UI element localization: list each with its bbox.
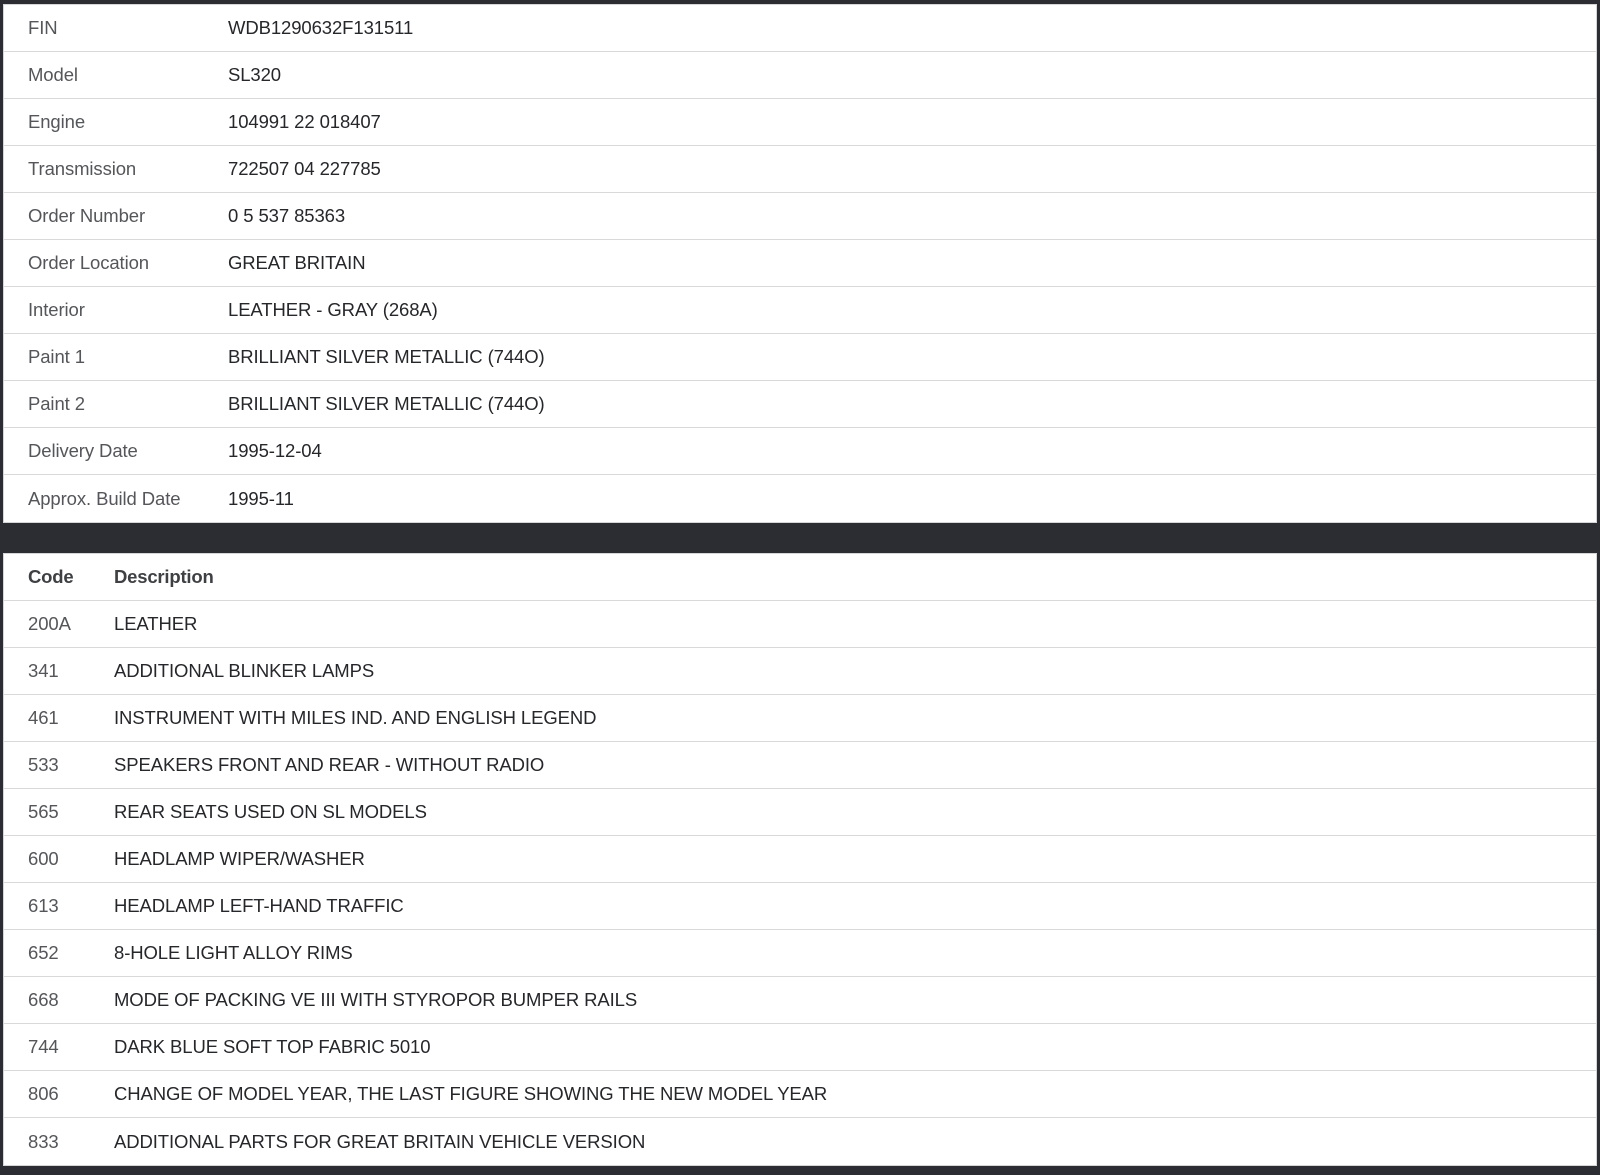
option-description: SPEAKERS FRONT AND REAR - WITHOUT RADIO (114, 754, 545, 775)
option-code-row (4, 648, 1596, 695)
description-column-header: Description (114, 566, 214, 587)
option-code-row (4, 930, 1596, 977)
option-description: ADDITIONAL PARTS FOR GREAT BRITAIN VEHICLE VERSION (114, 1130, 646, 1152)
option-code: 200A (28, 613, 71, 634)
field-label: Order Location (28, 252, 149, 273)
field-label: Paint 1 (28, 346, 85, 367)
option-code-row (4, 695, 1596, 742)
field-label: Approx. Build Date (28, 487, 181, 509)
vehicle-info-row (4, 428, 1596, 475)
vehicle-info-row (4, 146, 1596, 193)
field-label: Order Number (28, 205, 146, 226)
field-value: WDB1290632F131511 (228, 17, 414, 38)
field-value: BRILLIANT SILVER METALLIC (744O) (228, 393, 545, 414)
code-column-header: Code (28, 566, 74, 587)
vehicle-info-row (4, 99, 1596, 146)
option-code-row (4, 1071, 1596, 1118)
option-codes-table (3, 553, 1597, 1166)
option-code: 613 (28, 895, 59, 916)
field-label: FIN (28, 17, 58, 38)
option-code-row (4, 977, 1596, 1024)
field-label: Transmission (28, 158, 137, 179)
field-value: 1995-11 (228, 487, 294, 509)
option-code: 565 (28, 801, 59, 822)
field-label: Model (28, 64, 78, 85)
option-code: 744 (28, 1036, 59, 1057)
option-code-row (4, 1024, 1596, 1071)
field-label: Paint 2 (28, 393, 85, 414)
vehicle-info-row (4, 52, 1596, 99)
field-value: 1995-12-04 (228, 440, 322, 461)
option-description: ADDITIONAL BLINKER LAMPS (114, 660, 375, 681)
vehicle-info-row (4, 381, 1596, 428)
field-value: 722507 04 227785 (228, 158, 381, 179)
vehicle-info-row (4, 475, 1596, 522)
option-code: 341 (28, 660, 59, 681)
option-code: 461 (28, 707, 59, 728)
option-code-row (4, 742, 1596, 789)
option-description: INSTRUMENT WITH MILES IND. AND ENGLISH LEGEND (114, 707, 597, 728)
option-code: 668 (28, 989, 59, 1010)
field-label: Engine (28, 111, 86, 132)
option-code: 806 (28, 1083, 59, 1104)
vehicle-info-row (4, 334, 1596, 381)
vehicle-info-row (4, 287, 1596, 334)
option-code-row (4, 836, 1596, 883)
option-description: MODE OF PACKING VE III WITH STYROPOR BUMPER RAILS (114, 989, 638, 1010)
option-code-row (4, 789, 1596, 836)
option-description: CHANGE OF MODEL YEAR, THE LAST FIGURE SHOWING THE NEW MODEL YEAR (114, 1083, 828, 1104)
field-value: 104991 22 018407 (228, 111, 381, 132)
option-codes-rows (4, 601, 1596, 1165)
field-label: Delivery Date (28, 440, 138, 461)
option-code: 833 (28, 1130, 59, 1152)
option-code-row (4, 601, 1596, 648)
section-divider-bar (0, 523, 1600, 553)
option-code-row (4, 883, 1596, 930)
option-codes-header-row (4, 554, 1596, 601)
option-description: LEATHER (114, 613, 198, 634)
option-description: HEADLAMP WIPER/WASHER (114, 848, 365, 869)
field-value: BRILLIANT SILVER METALLIC (744O) (228, 346, 545, 367)
vehicle-info-row (4, 240, 1596, 287)
option-description: HEADLAMP LEFT-HAND TRAFFIC (114, 895, 404, 916)
option-code: 652 (28, 942, 59, 963)
option-description: REAR SEATS USED ON SL MODELS (114, 801, 427, 822)
vehicle-info-table (3, 4, 1597, 523)
vehicle-info-rows (4, 5, 1596, 522)
vehicle-info-row (4, 5, 1596, 52)
option-description: DARK BLUE SOFT TOP FABRIC 5010 (114, 1036, 431, 1057)
field-value: LEATHER - GRAY (268A) (228, 299, 438, 320)
option-code-row (4, 1118, 1596, 1165)
option-description: 8-HOLE LIGHT ALLOY RIMS (114, 942, 353, 963)
field-value: GREAT BRITAIN (228, 252, 366, 273)
field-value: SL320 (228, 64, 281, 85)
option-code: 533 (28, 754, 59, 775)
field-value: 0 5 537 85363 (228, 205, 346, 226)
field-label: Interior (28, 299, 85, 320)
option-code: 600 (28, 848, 59, 869)
vehicle-info-row (4, 193, 1596, 240)
